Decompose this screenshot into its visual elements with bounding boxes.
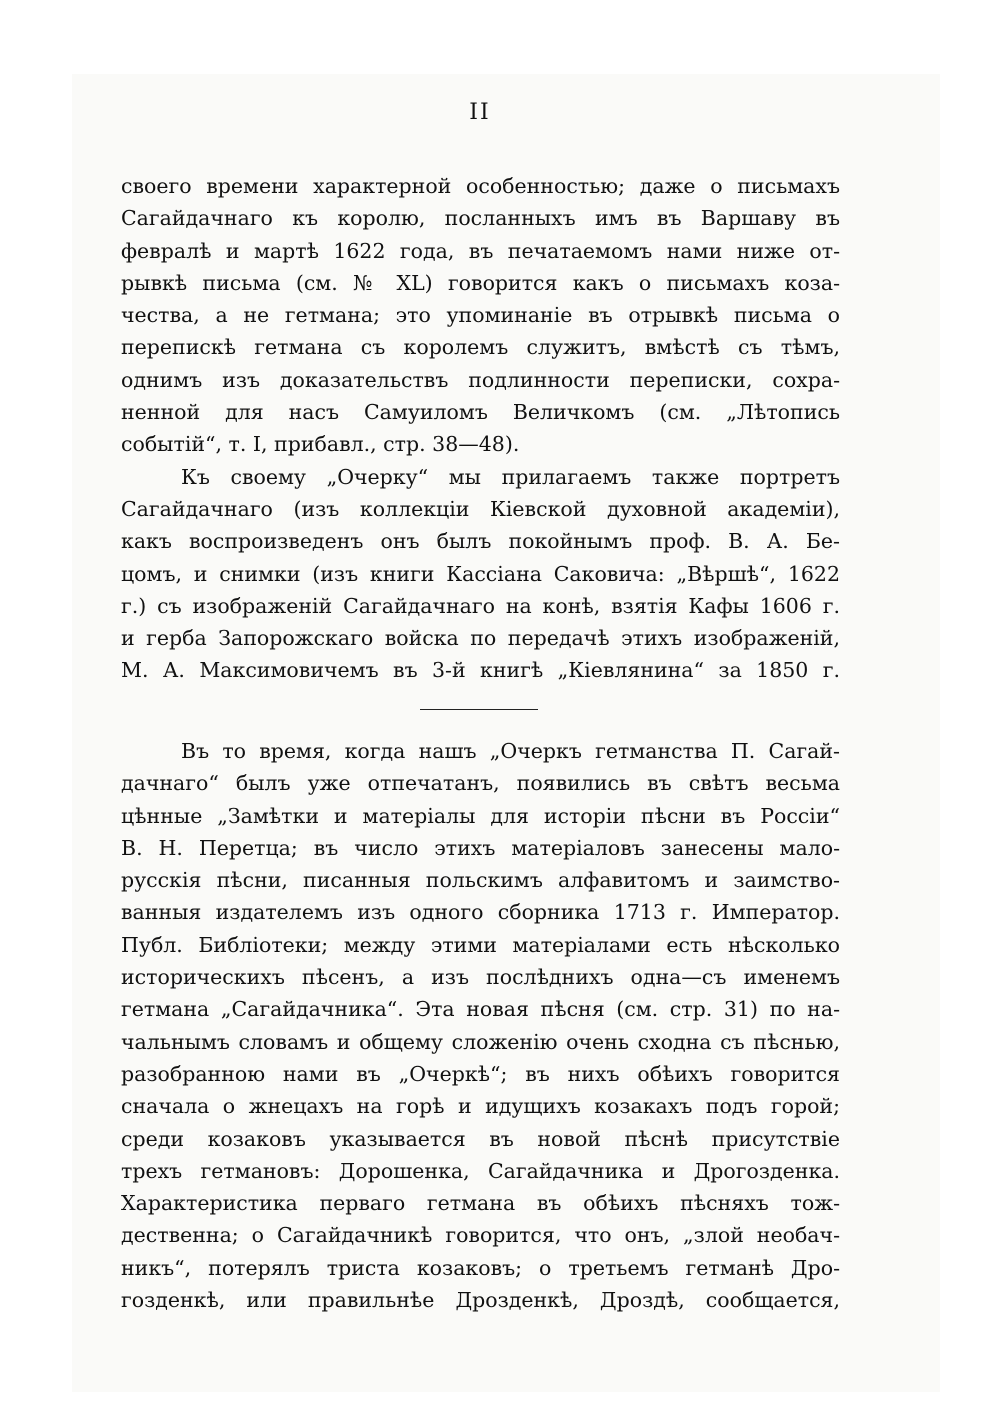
text-line: Сагайдачнаго (изъ коллекціи Кіевской духовной академіи), xyxy=(121,496,840,521)
text-line: ненной для насъ Самуиломъ Величкомъ (см. „Лѣтопись xyxy=(121,400,840,425)
text-line: Публ. Библіотеки; между этими матеріалами есть нѣсколько xyxy=(121,932,840,957)
text-line: февралѣ и мартѣ 1622 года, въ печатаемомъ нами ниже от- xyxy=(121,238,840,263)
text-line: цомъ, и снимки (изъ книги Кассіана Саковича: „Вѣршѣ“, 1622 xyxy=(121,561,840,586)
text-line: сначала о жнецахъ на горѣ и идущихъ козакахъ подъ горой; xyxy=(121,1094,840,1119)
paragraph-2 xyxy=(121,461,840,687)
section-divider xyxy=(420,709,538,710)
text-line: среди козаковъ указывается въ новой пѣснѣ присутствіе xyxy=(121,1126,840,1151)
text-line: г.) съ изображеній Сагайдачнаго на конѣ, взятія Кафы 1606 г. xyxy=(121,593,840,618)
text-line: гозденкѣ, или правильнѣе Дрозденкѣ, Дроздѣ, сообщается, xyxy=(121,1288,840,1313)
text-line: Къ своему „Очерку“ мы прилагаемъ также портретъ xyxy=(181,464,840,489)
text-line: историческихъ пѣсенъ, а изъ послѣднихъ одна—съ именемъ xyxy=(121,965,840,990)
text-line: М. А. Максимовичемъ въ 3-й книгѣ „Кіевлянина“ за 1850 г. xyxy=(121,658,840,683)
text-block-bottom xyxy=(121,735,840,1316)
text-line: своего времени характерной особенностью; даже о письмахъ xyxy=(121,174,840,198)
text-line: дественна; о Сагайдачникѣ говорится, что онъ, „злой необач- xyxy=(121,1223,840,1248)
text-line: ванныя издателемъ изъ одного сборника 1713 г. Император. xyxy=(121,900,840,925)
text-line: Характеристика перваго гетмана въ обѣихъ пѣсняхъ тож- xyxy=(121,1191,840,1216)
text-line: Въ то время, когда нашъ „Очеркъ гетманства П. Сагай- xyxy=(181,739,840,763)
text-line: разобранною нами въ „Очеркѣ“; въ нихъ обѣихъ говорится xyxy=(121,1061,840,1086)
text-block-top xyxy=(121,170,840,687)
page-number: II xyxy=(469,100,491,125)
text-line: Сагайдачнаго къ королю, посланныхъ имъ въ Варшаву въ xyxy=(121,206,840,231)
text-line: чальнымъ словамъ и общему сложенію очень сходна съ пѣснью, xyxy=(121,1029,840,1054)
text-line: В. Н. Перетца; въ число этихъ матеріаловъ занесены мало- xyxy=(121,835,840,860)
text-line: цѣнные „Замѣтки и матеріалы для исторіи пѣсни въ Россіи“ xyxy=(121,803,840,828)
text-line: событій“, т. I, прибавл., стр. 38—48). xyxy=(121,432,520,457)
text-line: гетмана „Сагайдачника“. Эта новая пѣсня (см. стр. 31) по на- xyxy=(121,997,840,1022)
text-line: и герба Запорожскаго войска по передачѣ этихъ изображеній, xyxy=(121,626,840,651)
text-line: трехъ гетмановъ: Дорошенка, Сагайдачника и Дрогозденка. xyxy=(121,1158,840,1183)
text-line: рывкѣ письма (см. № XL) говорится какъ о письмахъ коза- xyxy=(121,270,840,295)
text-line: какъ воспроизведенъ онъ былъ покойнымъ проф. В. А. Бе- xyxy=(121,529,840,554)
text-line: дачнаго“ былъ уже отпечатанъ, появились въ свѣтъ весьма xyxy=(121,771,840,796)
paragraph-3 xyxy=(121,735,840,1316)
text-line: однимъ изъ доказательствъ подлинности переписки, сохра- xyxy=(121,367,840,392)
text-line: перепискѣ гетмана съ королемъ служитъ, вмѣстѣ съ тѣмъ, xyxy=(121,335,840,360)
paragraph-1 xyxy=(121,170,840,461)
text-line: чества, а не гетмана; это упоминаніе въ отрывкѣ письма о xyxy=(121,303,840,328)
text-line: русскія пѣсни, писанныя польскимъ алфавитомъ и заимство- xyxy=(121,868,840,893)
text-line: никъ“, потерялъ триста козаковъ; о третьемъ гетманѣ Дро- xyxy=(121,1255,840,1280)
